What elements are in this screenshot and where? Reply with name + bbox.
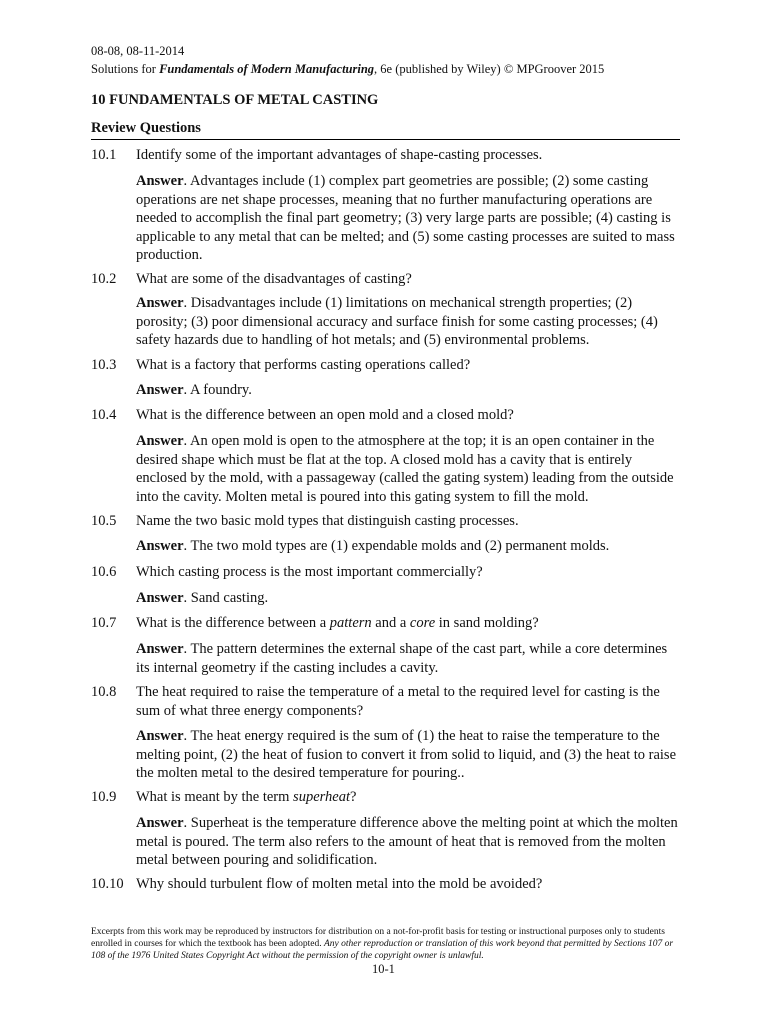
book-title: Fundamentals of Modern Manufacturing [159, 62, 375, 76]
answer-label: Answer [136, 815, 184, 831]
answer-text: Answer. The heat energy required is the sum of (1) the heat to raise the temperature to the melting point, (2) the heat of fusion to convert it from solid to liquid, and (3) the heat to raise the molten metal to the desired temperature for pouring.. [136, 728, 677, 781]
answer-label: Answer [136, 728, 184, 744]
question-number: 10.9 [91, 789, 117, 805]
copyright-footer: Excerpts from this work may be reproduced by instructors for distribution on a not-for-profit basis for testing or instructional purposes only to students enrolled in courses for which the textbook has been adopted. Any other reproduction or translation of this work beyond that permitted by Sections 107 or 108 of the 1976 United States Copyright Act without the permission of the copyright owner is unlawful. [91, 927, 674, 961]
answer-text: Answer. The two mold types are (1) expendable molds and (2) permanent molds. [136, 538, 610, 554]
answer-label: Answer [136, 433, 184, 449]
answer-text: Answer. Superheat is the temperature difference above the melting point at which the molten metal is poured. The term also refers to the amount of heat that is removed from the molten metal between pouring and solidification. [136, 815, 678, 868]
term-pattern: pattern [329, 615, 372, 631]
question-number: 10.1 [91, 147, 117, 163]
question-number: 10.6 [91, 564, 117, 580]
answer-text: Answer. Advantages include (1) complex part geometries are possible; (2) some casting operations are net shape processes, meaning that no further manufacturing operations are needed to accomplish the final part geometry; (3) very large parts are possible; (4) casting is applicable to any metal that can be melted; and (5) some casting processes are suited to mass production. [136, 173, 675, 263]
answer-label: Answer [136, 538, 184, 554]
source-suffix: , 6e (published by Wiley) © MPGroover 2015 [374, 62, 605, 76]
answer-text: Answer. Sand casting. [136, 590, 269, 606]
source-prefix: Solutions for [91, 62, 160, 76]
answer-label: Answer [136, 295, 184, 311]
question-number: 10.3 [91, 357, 117, 373]
question-text: What is a factory that performs casting operations called? [136, 357, 471, 373]
question-number: 10.7 [91, 615, 117, 631]
question-text: What is the difference between an open mold and a closed mold? [136, 407, 514, 423]
page-number: 10-1 [372, 962, 395, 976]
question-text: Name the two basic mold types that distinguish casting processes. [136, 513, 519, 529]
question-text: Which casting process is the most important commercially? [136, 564, 483, 580]
answer-text: Answer. Disadvantages include (1) limitations on mechanical strength properties; (2) porosity; (3) poor dimensional accuracy and surface finish for some casting processes; (4) safety hazards due to handling of hot metals; and (5) environmental problems. [136, 295, 658, 348]
answer-label: Answer [136, 590, 184, 606]
answer-text: Answer. An open mold is open to the atmosphere at the top; it is an open container in the desired shape which must be flat at the top. A closed mold has a cavity that is entirely enclosed by the mold, with a passageway (called the gating system) leading from the outside into the cavity. Molten metal is poured into this gating system to fill the mold. [136, 433, 674, 505]
answer-label: Answer [136, 641, 184, 657]
question-number: 10.2 [91, 271, 117, 287]
answer-text: Answer. A foundry. [136, 382, 252, 398]
question-number: 10.4 [91, 407, 117, 423]
question-text: What is meant by the term superheat? [136, 789, 357, 805]
answer-label: Answer [136, 173, 184, 189]
question-text: What is the difference between a pattern and a core in sand molding? [136, 615, 539, 631]
term-core: core [409, 615, 436, 631]
header-date: 08-08, 08-11-2014 [91, 44, 185, 58]
chapter-title: 10 FUNDAMENTALS OF METAL CASTING [91, 92, 379, 108]
answer-text: Answer. The pattern determines the external shape of the cast part, while a core determines its internal geometry if the casting includes a cavity. [136, 641, 668, 676]
header-source [91, 62, 604, 77]
term-superheat: superheat [293, 789, 350, 805]
question-text: Identify some of the important advantages of shape-casting processes. [136, 147, 543, 163]
section-divider [91, 139, 680, 140]
question-text: Why should turbulent flow of molten metal into the mold be avoided? [136, 876, 543, 892]
section-title: Review Questions [91, 120, 201, 136]
answer-label: Answer [136, 382, 184, 398]
question-number: 10.10 [91, 876, 124, 892]
question-number: 10.8 [91, 684, 117, 700]
question-text: What are some of the disadvantages of casting? [136, 271, 412, 287]
question-number: 10.5 [91, 513, 117, 529]
question-text: The heat required to raise the temperature of a metal to the required level for casting is the sum of what three energy components? [136, 684, 660, 719]
